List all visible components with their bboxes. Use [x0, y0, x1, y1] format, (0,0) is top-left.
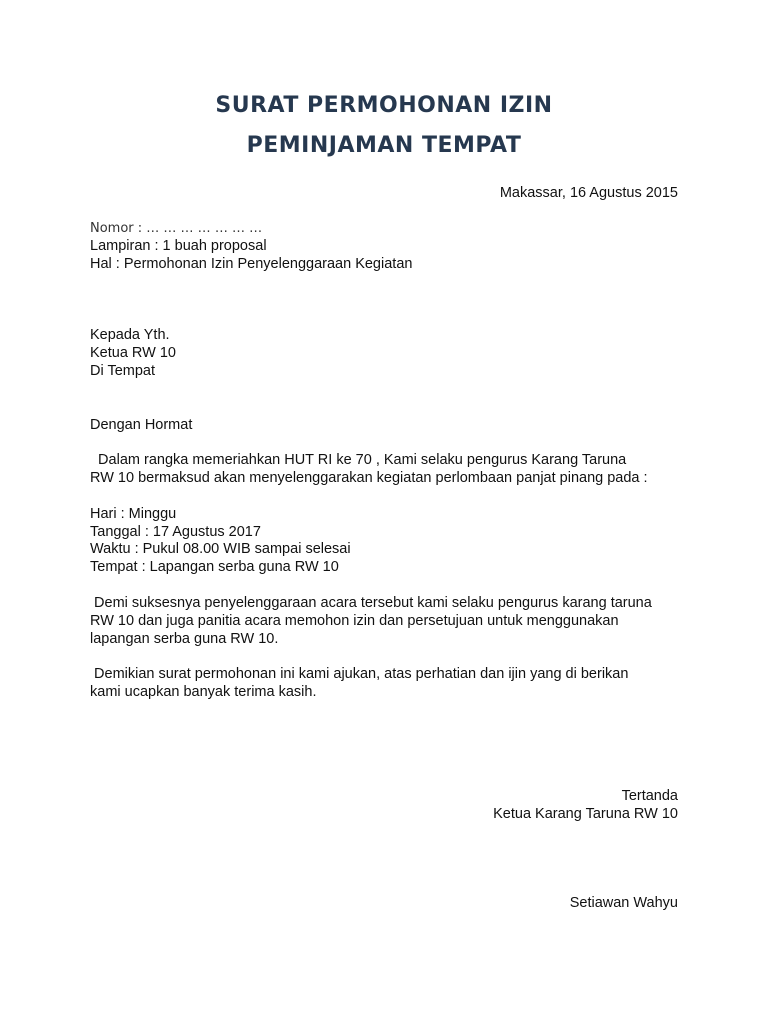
salutation: Dengan Hormat [90, 417, 193, 433]
body-line: Demi suksesnya penyelenggaraan acara tersebut kami selaku pengurus karang taruna [90, 595, 652, 611]
signer-name: Setiawan Wahyu [569, 895, 678, 911]
detail-tanggal: Tanggal : 17 Agustus 2017 [90, 524, 261, 540]
lampiran-line: Lampiran : 1 buah proposal [90, 238, 267, 254]
body-line: RW 10 dan juga panitia acara memohon izin dan persetujuan untuk menggunakan [90, 613, 619, 629]
intro-line: RW 10 bermaksud akan menyelenggarakan kegiatan perlombaan panjat pinang pada : [90, 470, 648, 486]
signer-title: Ketua Karang Taruna RW 10 [493, 806, 678, 822]
closing-line: kami ucapkan banyak terima kasih. [90, 684, 317, 700]
recipient-line: Ketua RW 10 [90, 345, 176, 361]
recipient-line: Di Tempat [90, 363, 156, 379]
hal-line: Hal : Permohonan Izin Penyelenggaraan Kegiatan [90, 256, 413, 272]
letter-title-line1: SURAT PERMOHONAN IZIN [215, 93, 553, 118]
detail-waktu: Waktu : Pukul 08.00 WIB sampai selesai [90, 541, 351, 557]
place-date: Makassar, 16 Agustus 2015 [499, 185, 678, 201]
detail-hari: Hari : Minggu [90, 506, 177, 522]
signoff: Tertanda [621, 788, 678, 804]
nomor-line: Nomor : … … … … … … … [90, 221, 263, 236]
closing-line: Demikian surat permohonan ini kami ajukan, atas perhatian dan ijin yang di berikan [90, 666, 629, 682]
recipient-line: Kepada Yth. [90, 327, 170, 343]
detail-tempat: Tempat : Lapangan serba guna RW 10 [90, 559, 339, 575]
body-line: lapangan serba guna RW 10. [90, 631, 279, 647]
intro-line: Dalam rangka memeriahkan HUT RI ke 70 , Kami selaku pengurus Karang Taruna [90, 452, 627, 468]
letter-title-line2: PEMINJAMAN TEMPAT [246, 133, 522, 158]
